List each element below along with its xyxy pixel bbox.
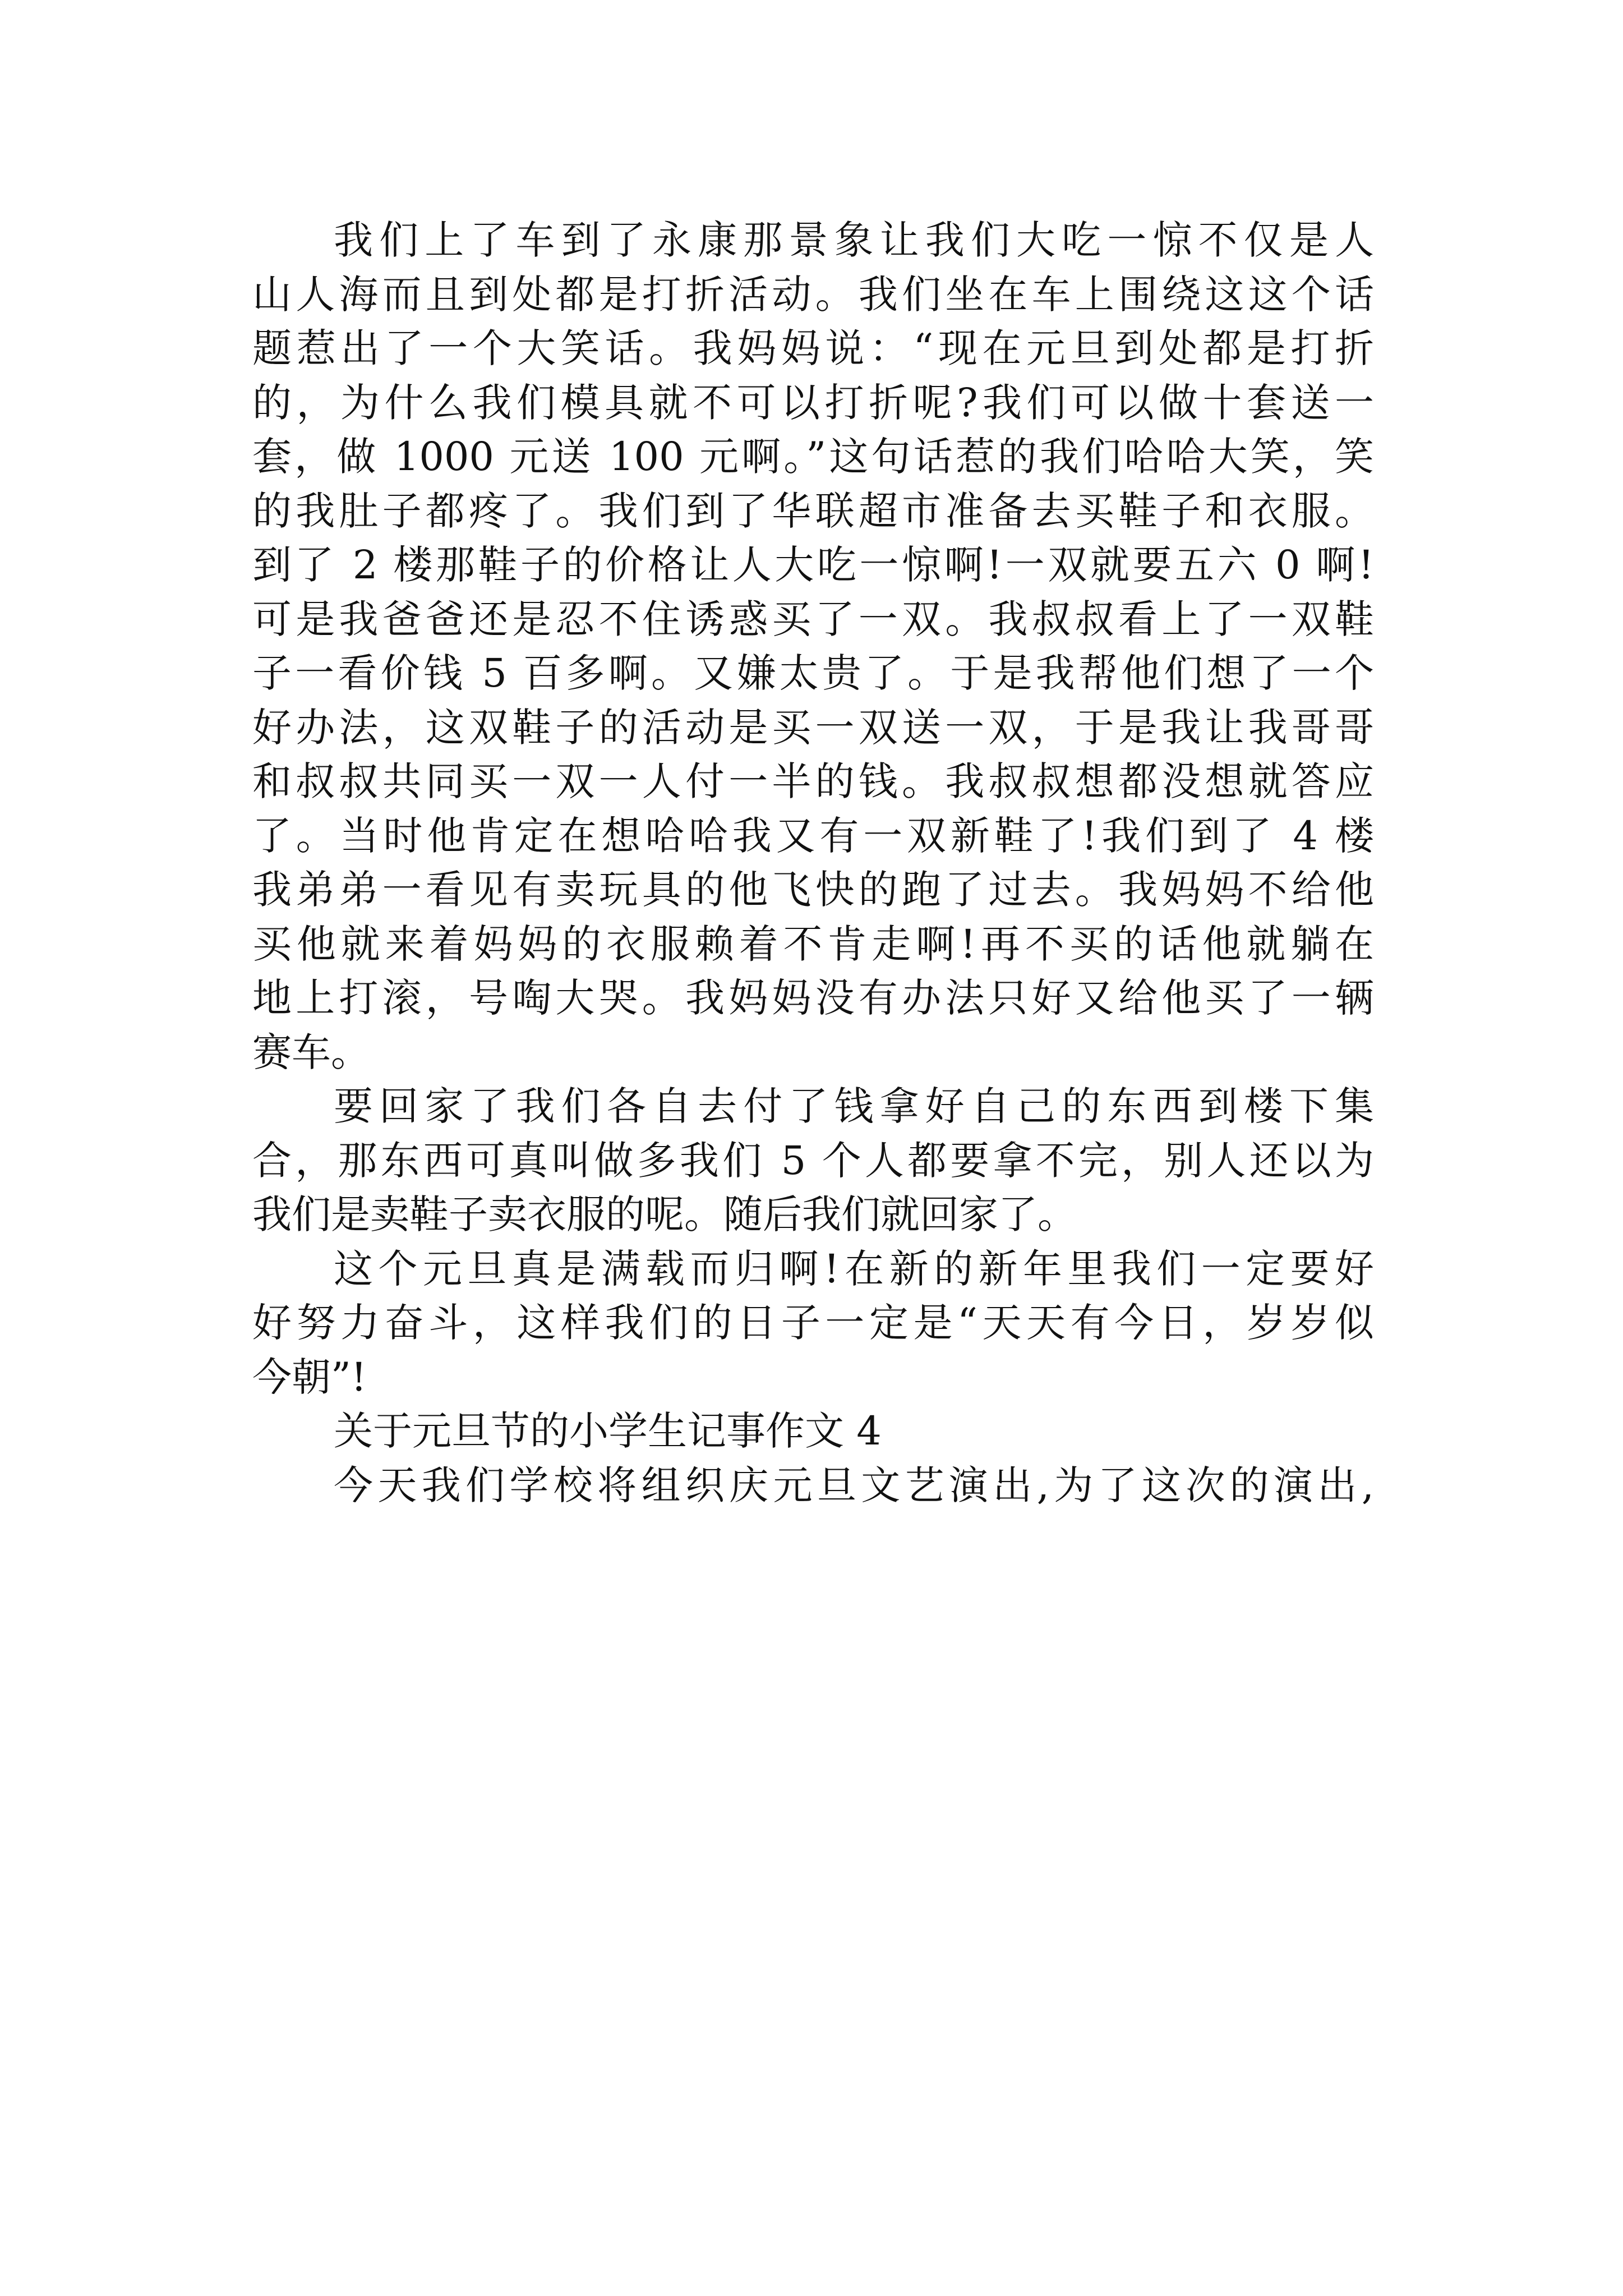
- text-line: 到了 2 楼那鞋子的价格让人大吃一惊啊!一双就要五六 0 啊!: [252, 542, 1374, 588]
- text-line: 和叔叔共同买一双一人付一半的钱。我叔叔想都没想就答应: [252, 758, 1374, 804]
- text-line: 我们上了车到了永康那景象让我们大吃一惊不仅是人: [334, 217, 1374, 263]
- text-line: 可是我爸爸还是忍不住诱惑买了一双。我叔叔看上了一双鞋: [252, 596, 1374, 642]
- text-line: 我们是卖鞋子卖衣服的呢。随后我们就回家了。: [252, 1191, 1077, 1237]
- text-line: 好办法，这双鞋子的活动是买一双送一双，于是我让我哥哥: [252, 704, 1374, 751]
- text-line: 题惹出了一个大笑话。我妈妈说：“现在元旦到处都是打折: [252, 325, 1374, 371]
- text-line: 的，为什么我们模具就不可以打折呢?我们可以做十套送一: [252, 379, 1374, 426]
- text-line: 好努力奋斗，这样我们的日子一定是“天天有今日，岁岁似: [252, 1300, 1374, 1346]
- text-line: 今天我们学校将组织庆元旦文艺演出,为了这次的演出,: [334, 1462, 1374, 1508]
- section-heading: [252, 1404, 1374, 1458]
- text-line: 地上打滚，号啕大哭。我妈妈没有办法只好又给他买了一辆: [252, 975, 1374, 1021]
- text-line: 套，做 1000 元送 100 元啊。”这句话惹的我们哈哈大笑，笑: [252, 434, 1374, 480]
- text-line: 这个元旦真是满载而归啊!在新的新年里我们一定要好: [334, 1245, 1374, 1292]
- text-line: 的我肚子都疼了。我们到了华联超市准备去买鞋子和衣服。: [252, 487, 1374, 534]
- text-line: 合，那东西可真叫做多我们 5 个人都要拿不完，别人还以为: [252, 1137, 1374, 1184]
- paragraph-2: [252, 1079, 1374, 1242]
- text-line: 要回家了我们各自去付了钱拿好自己的东西到楼下集: [334, 1083, 1374, 1129]
- text-line: 买他就来着妈妈的衣服赖着不肯走啊!再不买的话他就躺在: [252, 921, 1374, 967]
- text-line: 赛车。: [252, 1029, 370, 1075]
- text-line: 今朝”!: [252, 1354, 367, 1400]
- paragraph-1: [252, 213, 1374, 1079]
- heading-text: 关于元旦节的小学生记事作文 4: [334, 1408, 882, 1454]
- paragraph-3: [252, 1242, 1374, 1405]
- text-line: 山人海而且到处都是打折活动。我们坐在车上围绕这这个话: [252, 271, 1374, 318]
- text-line: 了。当时他肯定在想哈哈我又有一双新鞋了!我们到了 4 楼: [252, 812, 1374, 859]
- paragraph-5: [252, 1458, 1374, 1513]
- text-line: 我弟弟一看见有卖玩具的他飞快的跑了过去。我妈妈不给他: [252, 867, 1374, 913]
- text-line: 子一看价钱 5 百多啊。又嫌太贵了。于是我帮他们想了一个: [252, 650, 1374, 696]
- document-body: [252, 213, 1374, 1512]
